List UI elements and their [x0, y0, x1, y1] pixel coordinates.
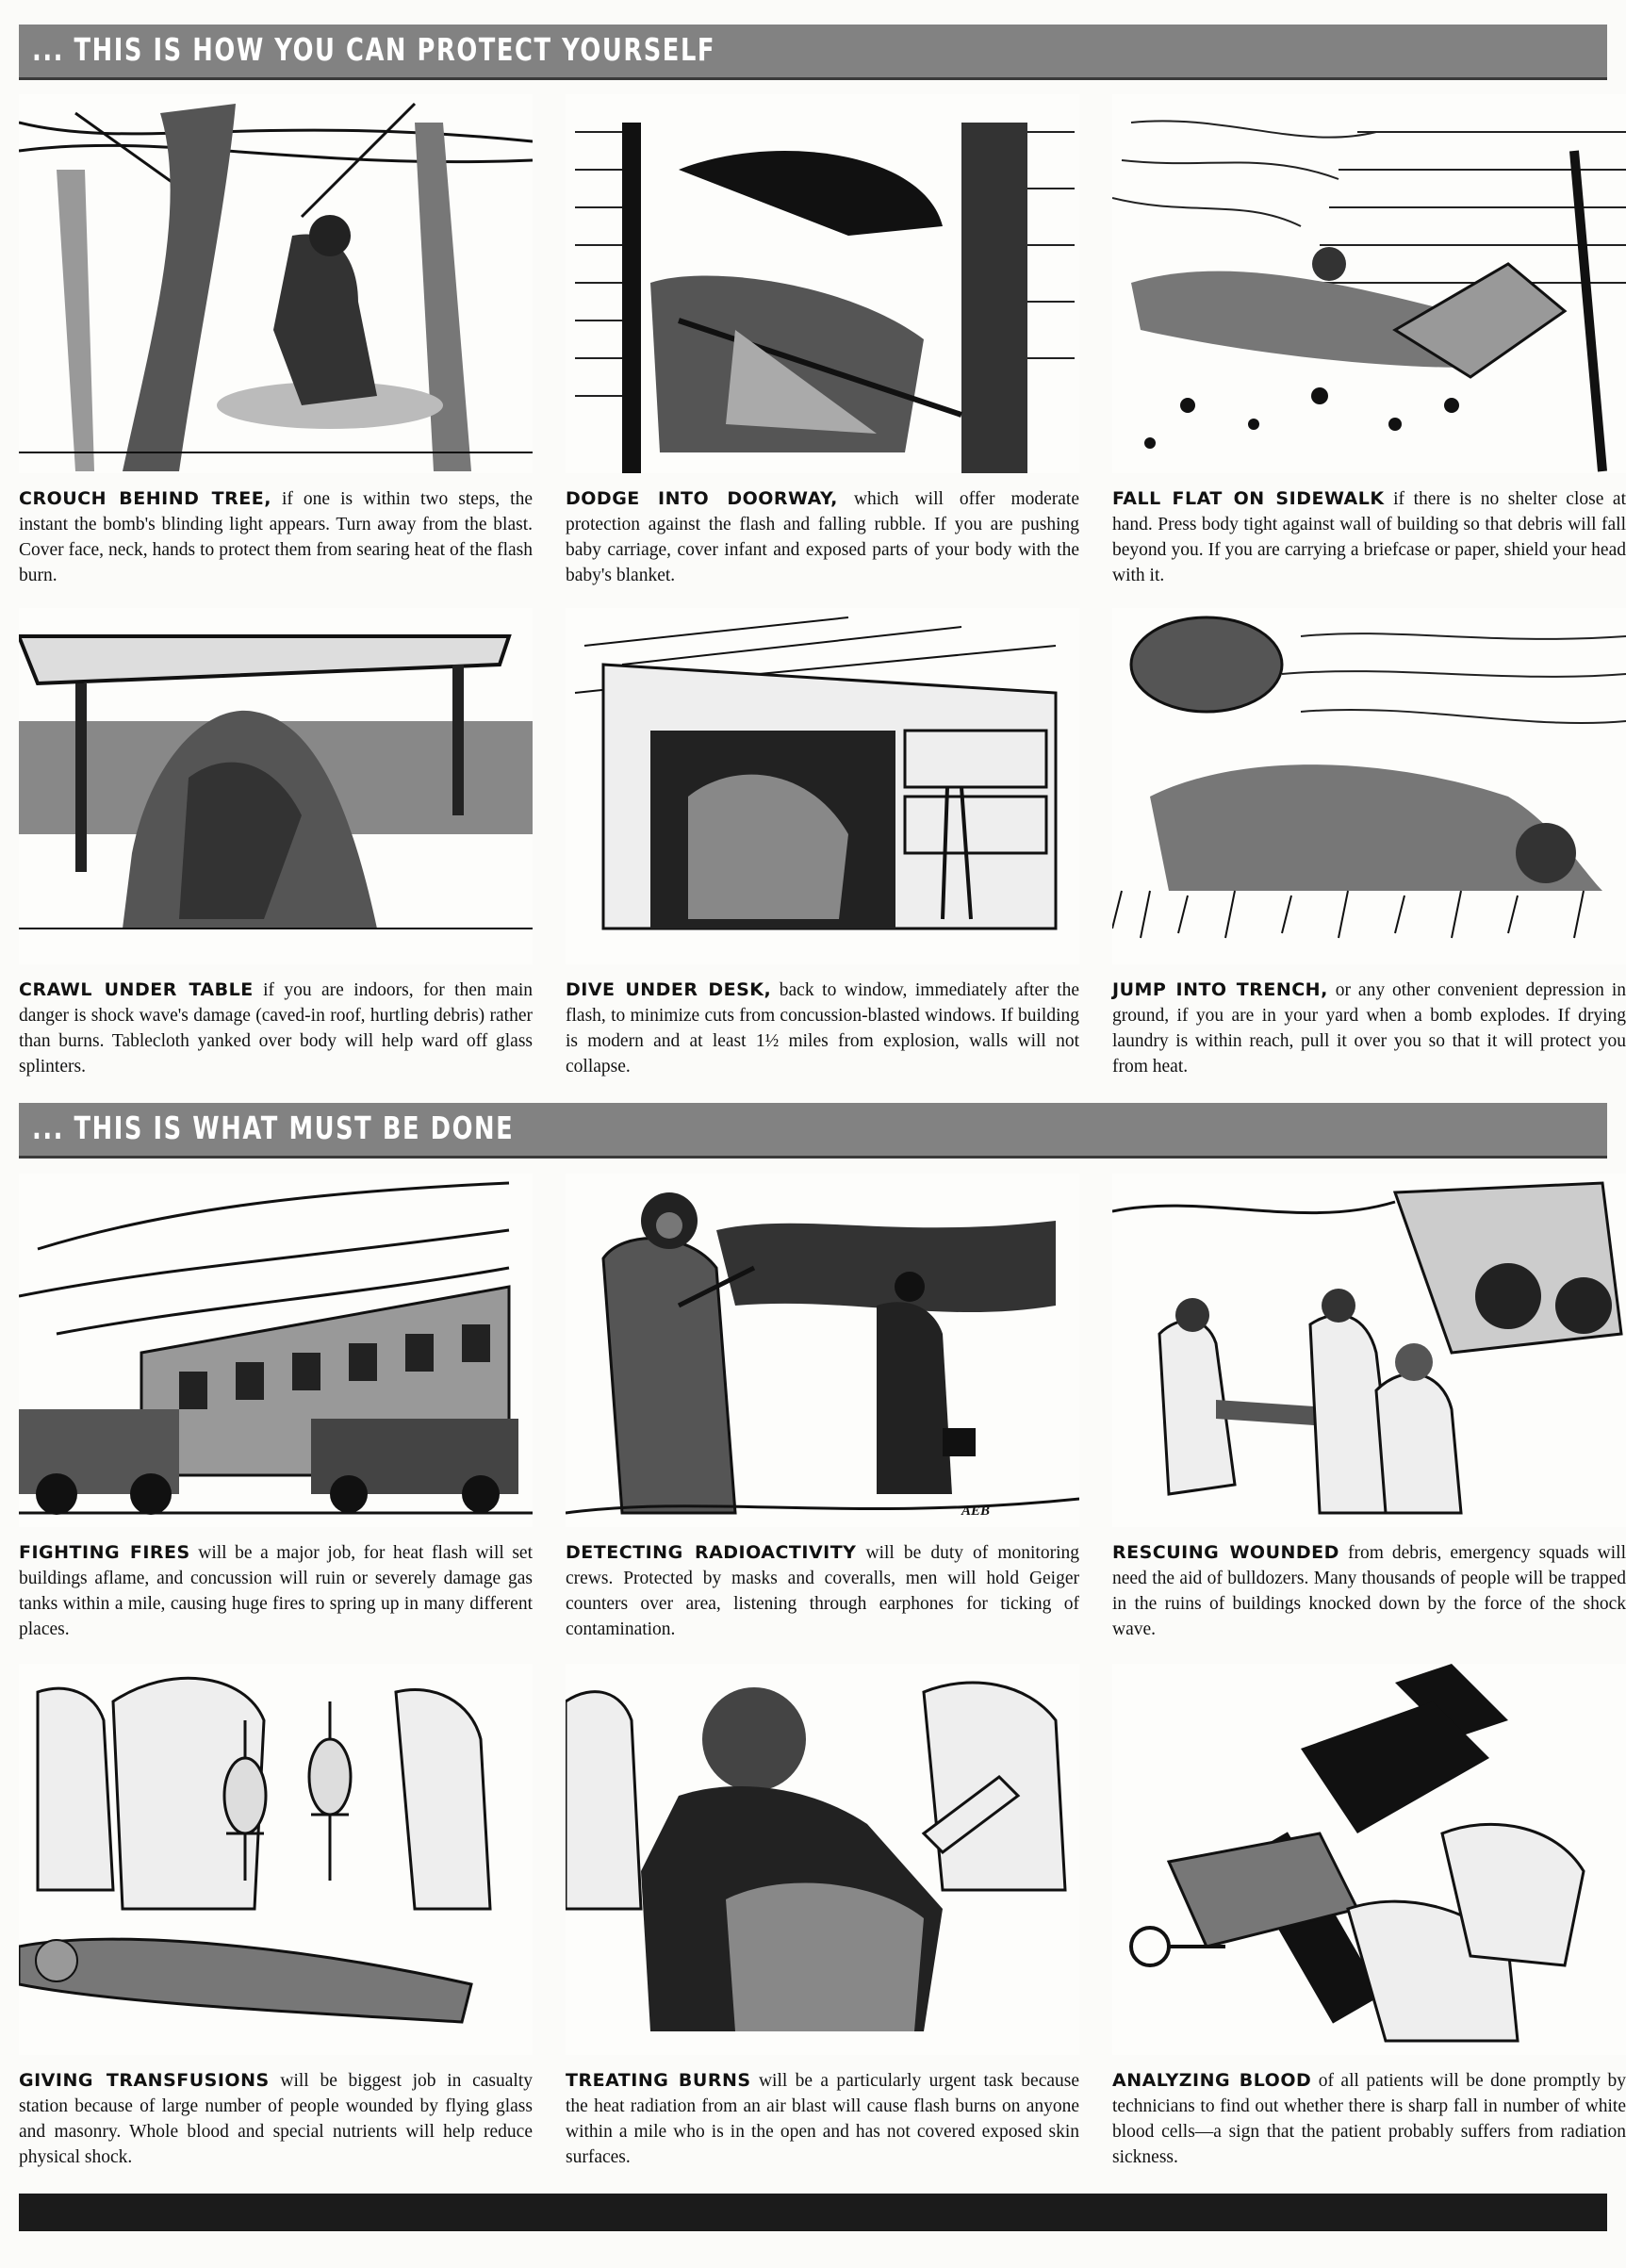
- section-banner-protect: [19, 25, 1607, 80]
- caption-dive-under-desk: [566, 978, 1079, 1079]
- panel-rescuing-wounded: [1112, 1174, 1626, 1642]
- caption-heading: JUMP INTO TRENCH,: [1112, 979, 1328, 1000]
- illustration-detecting-radioactivity: [566, 1174, 1079, 1527]
- caption-heading: FIGHTING FIRES: [19, 1542, 190, 1563]
- panel-crouch-behind-tree: [19, 94, 533, 588]
- caption-heading: DETECTING RADIOACTIVITY: [566, 1542, 857, 1563]
- panel-giving-transfusions: [19, 1664, 533, 2170]
- bottom-bar: [19, 2194, 1607, 2231]
- panel-fighting-fires: [19, 1174, 533, 1642]
- caption-body: which will offer moderate protection against the flash and falling rubble. If you are pushing baby carriage, cover infant and exposed parts of your body with the baby's blanket.: [566, 489, 1080, 585]
- panel-fall-flat-on-sidewalk: [1112, 94, 1626, 588]
- caption-heading: DIVE UNDER DESK,: [566, 979, 772, 1000]
- caption-body: or any other convenient depression in ground, if you are in your yard when a bomb explodes. If drying laundry is within reach, pull it over you so that it will protect you from heat.: [1112, 980, 1626, 1076]
- panel-dive-under-desk: [566, 608, 1079, 1079]
- illustration-dodge-into-doorway: [566, 94, 1079, 473]
- illustration-dive-under-desk: [566, 608, 1079, 964]
- caption-analyzing-blood: [1112, 2068, 1626, 2170]
- section-banner-what-must-be-done: [19, 1103, 1607, 1159]
- caption-body: will be a particularly urgent task because the heat radiation from an air blast will cause flash burns on anyone within a mile who is in the open and has not covered exposed skin surfaces.: [566, 2071, 1079, 2167]
- section-banner-title: ... THIS IS WHAT MUST BE DONE: [32, 1109, 515, 1146]
- caption-heading: CROUCH BEHIND TREE,: [19, 488, 271, 509]
- caption-crouch-behind-tree: [19, 486, 533, 588]
- caption-heading: ANALYZING BLOOD: [1112, 2070, 1312, 2091]
- panel-detecting-radioactivity: [566, 1174, 1079, 1642]
- caption-fall-flat-on-sidewalk: [1112, 486, 1626, 588]
- caption-heading: GIVING TRANSFUSIONS: [19, 2070, 270, 2091]
- artist-signature: AEB: [961, 1504, 991, 1519]
- caption-heading: RESCUING WOUNDED: [1112, 1542, 1339, 1563]
- panel-analyzing-blood: [1112, 1664, 1626, 2170]
- caption-fighting-fires: [19, 1540, 533, 1642]
- illustration-analyzing-blood: [1112, 1664, 1626, 2055]
- caption-dodge-into-doorway: [566, 486, 1079, 588]
- illustration-crouch-behind-tree: [19, 94, 533, 473]
- caption-rescuing-wounded: [1112, 1540, 1626, 1642]
- caption-giving-transfusions: [19, 2068, 533, 2170]
- caption-heading: CRAWL UNDER TABLE: [19, 979, 254, 1000]
- caption-body: of all patients will be done promptly by technicians to find out whether there is sharp fall in number of white blood cells—a sign that the patient probably suffers from radiation sickness.: [1112, 2071, 1626, 2167]
- section-banner-title: ... THIS IS HOW YOU CAN PROTECT YOURSELF: [32, 31, 716, 68]
- caption-heading: DODGE INTO DOORWAY,: [566, 488, 838, 509]
- caption-body: will be a major job, for heat flash will set buildings aflame, and concussion will ruin or severely damage gas tanks within a mile, causing huge fires to spring up in many different places.: [19, 1543, 534, 1639]
- caption-body: if there is no shelter close at hand. Press body tight against wall of building so that debris will fall beyond you. If you are carrying a briefcase or paper, shield your head with it.: [1112, 489, 1626, 585]
- caption-detecting-radioactivity: [566, 1540, 1079, 1642]
- caption-treating-burns: [566, 2068, 1079, 2170]
- caption-body: will be duty of monitoring crews. Protected by masks and coveralls, men will hold Geiger counters over area, listening through earphones for ticking of contamination.: [566, 1543, 1079, 1639]
- illustration-rescuing-wounded: [1112, 1174, 1626, 1527]
- panel-jump-into-trench: [1112, 608, 1626, 1079]
- caption-body: if one is within two steps, the instant the bomb's blinding light appears. Turn away from the blast. Cover face, neck, hands to protect them from searing heat of the flash burn.: [19, 489, 533, 585]
- caption-body: if you are indoors, for then main danger is shock wave's damage (caved-in roof, hurtling debris) rather than burns. Tablecloth yanked over body will help ward off glass splinters.: [19, 980, 534, 1076]
- caption-body: will be biggest job in casualty station because of large number of people wounded by flying glass and masonry. Whole blood and special nutrients will help reduce physical shock.: [19, 2071, 533, 2167]
- illustration-jump-into-trench: [1112, 608, 1626, 964]
- panel-treating-burns: [566, 1664, 1079, 2170]
- illustration-treating-burns: [566, 1664, 1079, 2055]
- illustration-fall-flat-on-sidewalk: [1112, 94, 1626, 473]
- illustration-giving-transfusions: [19, 1664, 533, 2055]
- caption-heading: FALL FLAT ON SIDEWALK: [1112, 488, 1385, 509]
- caption-crawl-under-table: [19, 978, 533, 1079]
- illustration-fighting-fires: [19, 1174, 533, 1527]
- caption-heading: TREATING BURNS: [566, 2070, 751, 2091]
- panel-crawl-under-table: [19, 608, 533, 1079]
- caption-jump-into-trench: [1112, 978, 1626, 1079]
- illustration-crawl-under-table: [19, 608, 533, 964]
- caption-body: back to window, immediately after the flash, to minimize cuts from concussion-blasted windows. If building is modern and at least 1½ miles from explosion, walls will not collapse.: [566, 980, 1080, 1076]
- caption-body: from debris, emergency squads will need the aid of bulldozers. Many thousands of people will be trapped in the ruins of buildings knocked down by the force of the shock wave.: [1112, 1543, 1626, 1639]
- panel-dodge-into-doorway: [566, 94, 1079, 588]
